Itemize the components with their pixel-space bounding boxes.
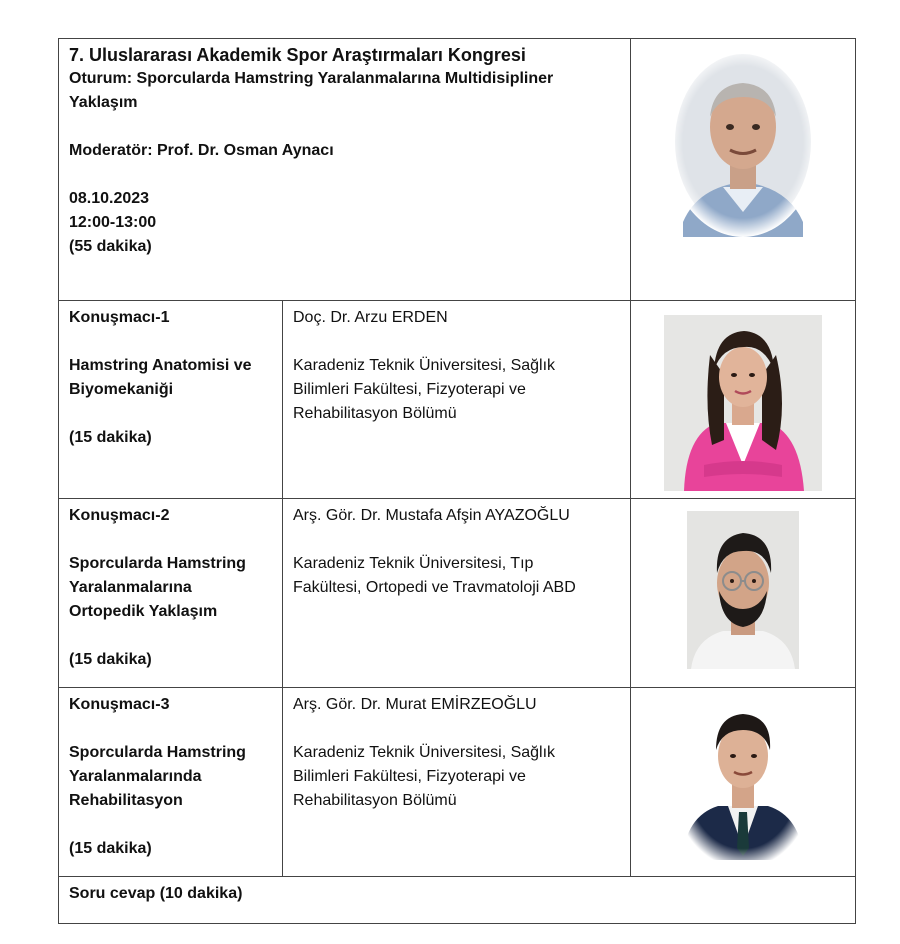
session-date: 08.10.2023 bbox=[69, 190, 150, 207]
speaker-1-topic-cell bbox=[59, 301, 283, 499]
speaker-2-photo-cell bbox=[631, 499, 856, 688]
header-row bbox=[59, 39, 856, 301]
speaker-2-topic-line2: Yaralanmalarına bbox=[69, 579, 192, 596]
speaker-3-duration: (15 dakika) bbox=[69, 840, 152, 857]
speaker-1-photo-cell bbox=[631, 301, 856, 499]
speaker-2-affiliation-line2: Fakültesi, Ortopedi ve Travmatoloji ABD bbox=[293, 579, 576, 596]
speaker-1-photo bbox=[664, 315, 822, 491]
speaker-2-topic-cell bbox=[59, 499, 283, 688]
session-title-line1: Oturum: Sporcularda Hamstring Yaralanmalarına Multidisipliner bbox=[69, 70, 554, 87]
speaker-2-topic-line1: Sporcularda Hamstring bbox=[69, 555, 246, 572]
speaker-1-affiliation-line1: Karadeniz Teknik Üniversitesi, Sağlık bbox=[293, 357, 556, 374]
speaker-1-topic-line2: Biyomekaniği bbox=[69, 381, 174, 398]
speaker-row-3 bbox=[59, 688, 856, 877]
speaker-row-2 bbox=[59, 499, 856, 688]
moderator-photo-cell bbox=[631, 39, 856, 301]
session-time: 12:00-13:00 bbox=[69, 214, 157, 231]
speaker-3-photo bbox=[678, 698, 808, 860]
speaker-3-affiliation-line2: Bilimleri Fakültesi, Fizyoterapi ve bbox=[293, 768, 526, 785]
speaker-2-photo bbox=[687, 511, 799, 669]
speaker-2-duration: (15 dakika) bbox=[69, 651, 152, 668]
speaker-1-topic-line1: Hamstring Anatomisi ve bbox=[69, 357, 252, 374]
speaker-row-1 bbox=[59, 301, 856, 499]
speaker-1-info-cell bbox=[283, 301, 631, 499]
qa-text: Soru cevap (10 dakika) bbox=[69, 885, 243, 902]
speaker-1-affiliation-line2: Bilimleri Fakültesi, Fizyoterapi ve bbox=[293, 381, 526, 398]
session-schedule-table bbox=[58, 38, 856, 924]
session-title-line2: Yaklaşım bbox=[69, 94, 138, 111]
speaker-2-label: Konuşmacı-2 bbox=[69, 507, 170, 524]
qa-row bbox=[59, 877, 856, 924]
speaker-3-label: Konuşmacı-3 bbox=[69, 696, 170, 713]
speaker-3-topic-line1: Sporcularda Hamstring bbox=[69, 744, 246, 761]
speaker-1-name: Doç. Dr. Arzu ERDEN bbox=[293, 309, 448, 326]
congress-title: 7. Uluslararası Akademik Spor Araştırmaları Kongresi bbox=[69, 45, 526, 65]
qa-cell bbox=[59, 877, 856, 924]
moderator-photo bbox=[668, 47, 818, 237]
speaker-1-duration: (15 dakika) bbox=[69, 429, 152, 446]
speaker-3-affiliation-line1: Karadeniz Teknik Üniversitesi, Sağlık bbox=[293, 744, 556, 761]
speaker-3-photo-cell bbox=[631, 688, 856, 877]
speaker-3-topic-line2: Yaralanmalarında bbox=[69, 768, 202, 785]
speaker-2-name: Arş. Gör. Dr. Mustafa Afşin AYAZOĞLU bbox=[293, 507, 570, 524]
speaker-3-info-cell bbox=[283, 688, 631, 877]
speaker-1-affiliation-line3: Rehabilitasyon Bölümü bbox=[293, 405, 457, 422]
speaker-3-affiliation-line3: Rehabilitasyon Bölümü bbox=[293, 792, 457, 809]
moderator: Moderatör: Prof. Dr. Osman Aynacı bbox=[69, 142, 334, 159]
speaker-2-info-cell bbox=[283, 499, 631, 688]
speaker-3-topic-cell bbox=[59, 688, 283, 877]
speaker-2-affiliation-line1: Karadeniz Teknik Üniversitesi, Tıp bbox=[293, 555, 534, 572]
speaker-3-topic-line3: Rehabilitasyon bbox=[69, 792, 183, 809]
session-duration: (55 dakika) bbox=[69, 238, 152, 255]
session-info-cell bbox=[59, 39, 631, 301]
speaker-3-name: Arş. Gör. Dr. Murat EMİRZEOĞLU bbox=[293, 696, 537, 713]
speaker-1-label: Konuşmacı-1 bbox=[69, 309, 170, 326]
speaker-2-topic-line3: Ortopedik Yaklaşım bbox=[69, 603, 218, 620]
